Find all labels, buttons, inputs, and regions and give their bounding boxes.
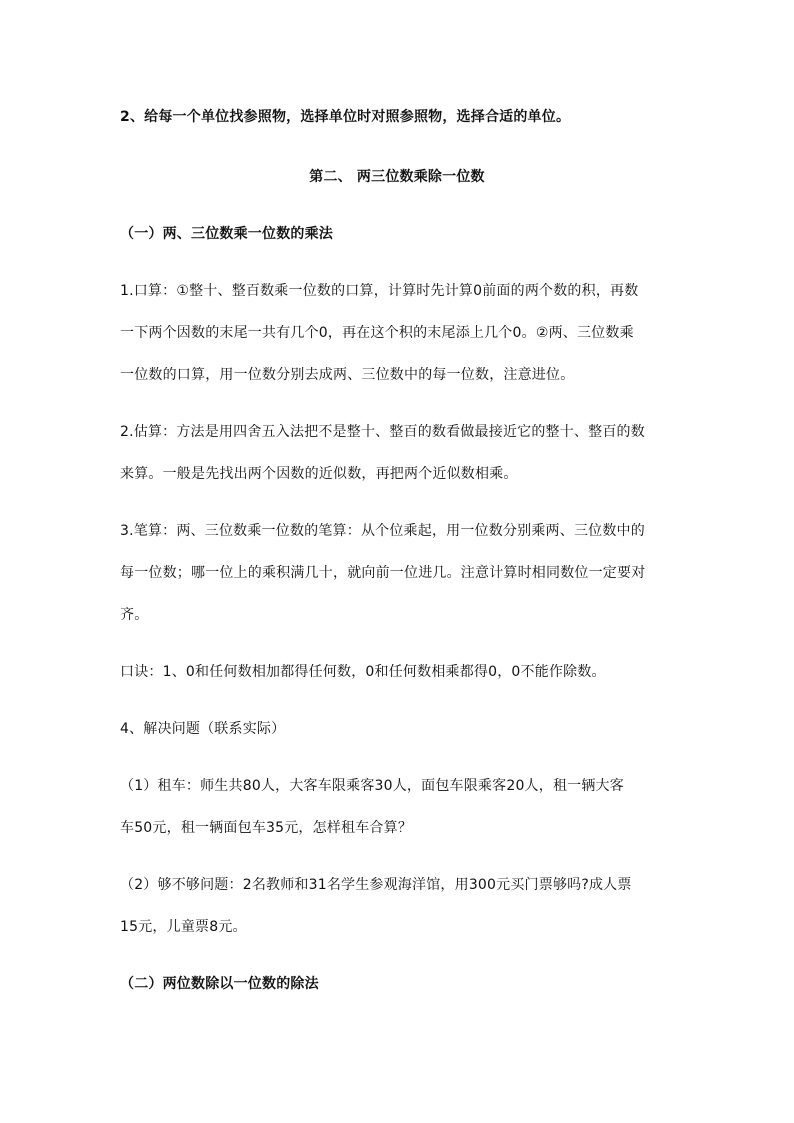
estimate-line-1: 2.估算：方法是用四舍五入法把不是整十、整百的数看做最接近它的整十、整百的数 xyxy=(120,424,645,440)
item-2-heading: 2、给每一个单位找参照物，选择单位时对照参照物，选择合适的单位。 xyxy=(120,109,571,125)
written-calc-line-1: 3.笔算：两、三位数乘一位数的笔算：从个位乘起，用一位数分别乘两、三位数中的 xyxy=(120,523,645,539)
estimate-line-2: 来算。一般是先找出两个因数的近似数，再把两个近似数相乘。 xyxy=(120,466,518,482)
oral-calc-line-3: 一位数的口算，用一位数分别去成两、三位数中的每一位数，注意进位。 xyxy=(120,367,575,383)
chapter-title: 第二、 两三位数乘除一位数 xyxy=(309,169,485,185)
section-2-title: （二）两位数除以一位数的除法 xyxy=(120,976,319,992)
problem-solving-heading: 4、解决问题（联系实际） xyxy=(120,721,286,737)
enough-problem-line-1: （2）够不够问题：2名教师和31名学生参观海洋馆，用300元买门票够吗?成人票 xyxy=(120,877,632,893)
car-rental-line-2: 车50元，租一辆面包车35元，怎样租车合算？ xyxy=(120,820,413,836)
section-1-title: （一）两、三位数乘一位数的乘法 xyxy=(120,226,333,242)
mnemonic-line: 口诀：1、0和任何数相加都得任何数，0和任何数相乘都得0，0不能作除数。 xyxy=(120,664,606,680)
car-rental-line-1: （1）租车：师生共80人，大客车限乘客30人，面包车限乘客20人，租一辆大客 xyxy=(120,778,624,794)
enough-problem-line-2: 15元，儿童票8元。 xyxy=(120,919,247,935)
written-calc-line-3: 齐。 xyxy=(120,607,149,623)
oral-calc-line-2: 一下两个因数的末尾一共有几个0，再在这个积的末尾添上几个0。②两、三位数乘 xyxy=(120,325,634,341)
oral-calc-line-1: 1.口算：①整十、整百数乘一位数的口算，计算时先计算0前面的两个数的积，再数 xyxy=(120,283,639,299)
written-calc-line-2: 每一位数；哪一位上的乘积满几十，就向前一位进几。注意计算时相同数位一定要对 xyxy=(120,565,646,581)
